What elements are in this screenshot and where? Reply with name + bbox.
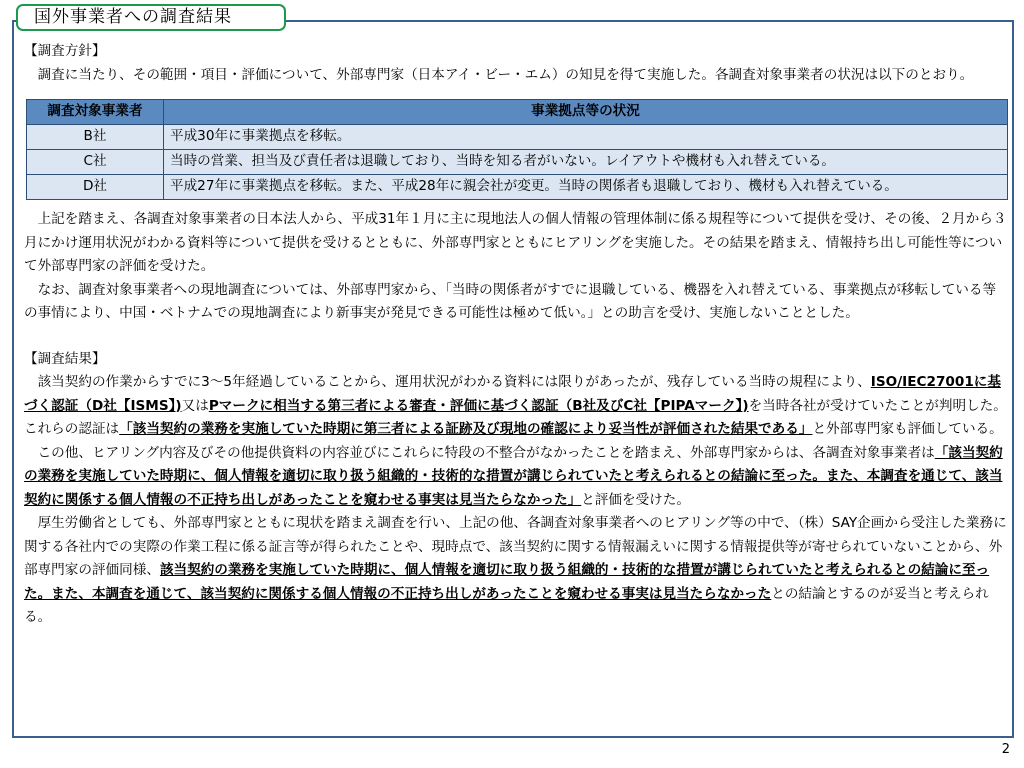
page-number: 2	[1001, 742, 1010, 757]
text-span: 該当契約の作業からすでに3～5年経過していることから、運用状況がわかる資料には限りがあったが、残存している当時の規程により、	[37, 374, 871, 390]
results-heading: 【調査結果】	[24, 350, 106, 367]
site-survey-paragraph: なお、調査対象事業者への現地調査については、外部専門家から、「当時の関係者がすでに退職している、機器を入れ替えている、事業拠点が移転している等の事情により、中国・ベトナムでの現地調査により新事実が発見できる可能性は極めて低い。」との助言を受け、実施しないこととした。	[24, 281, 997, 321]
table-row	[27, 175, 1008, 200]
followup-paragraph: 上記を踏まえ、各調査対象事業者の日本法人から、平成31年１月に主に現地法人の個人情報の管理体制に係る規程等について提供を受け、その後、２月から３月にかけ運用状況がわかる資料等について提供を受けるとともに、外部専門家とともにヒアリングを実施した。その結果を踏まえ、情報持ち出し可能性等について外部専門家の評価を受けた。	[24, 211, 1007, 274]
cell-status: 当時の営業、担当及び責任者は退職しており、当時を知る者がいない。レイアウトや機材も入れ替えている。	[164, 150, 1008, 175]
spacer	[24, 326, 1008, 348]
results-paragraph-2	[24, 442, 1008, 513]
text-span: 又は	[181, 397, 209, 414]
cell-company: B社	[27, 125, 164, 150]
text-span: 厚生労働省としても、外部専門家とともに現状を踏まえ調査を行い、上記の他、各調査対象事業者へのヒアリング等の中で、（株）SAY企画から受注した業務に関する各社内での実際の作業工程に係る証言等が得られたことや、現時点で、該当契約に関する情報漏えいに関する情報提供等が寄せられていないことから、外部専門家の評価同様、	[24, 515, 1007, 578]
table-header-row	[27, 100, 1008, 125]
isms-certification: ISO/IEC27001に基づく認証（D社【ISMS】)	[24, 374, 1001, 414]
policy-heading: 【調査方針】	[24, 43, 106, 59]
table-row	[27, 125, 1008, 150]
pipa-certification: Pマークに相当する第三者による審査・評価に基づく認証（B社及びC社【PIPAマーク】)	[208, 397, 749, 414]
cell-company: C社	[27, 150, 164, 175]
policy-intro: 調査に当たり、その範囲・項目・評価について、外部専門家（日本アイ・ビー・エム）の知見を得て実施した。各調査対象事業者の状況は以下のとおり。	[37, 66, 974, 83]
certification-evaluation: 「該当契約の業務を実施していた時期に第三者による証跡及び現地の確認により妥当性が評価された結果である」	[119, 421, 813, 437]
text-span: と評価を受けた。	[581, 491, 690, 508]
expert-conclusion: 「該当契約の業務を実施していた時期に、個人情報を適切に取り扱う組織的・技術的な措置が講じられていたと考えられるとの結論に至った。また、本調査を通じて、該当契約に関係する個人情報の不正持ち出しがあったことを窺わせる事実は見当たらなかった」	[24, 444, 1003, 508]
cell-status: 平成27年に事業拠点を移転。また、平成28年に親会社が変更。当時の関係者も退職しており、機材も入れ替えている。	[164, 175, 1008, 200]
results-paragraph-3	[24, 512, 1008, 630]
text-span: を当時各社が受けていたことが判明した。これらの認証は	[24, 397, 1007, 437]
header-status: 事業拠点等の状況	[164, 100, 1008, 125]
ministry-conclusion: 該当契約の業務を実施していた時期に、個人情報を適切に取り扱う組織的・技術的な措置が講じられていたと考えられるとの結論に至った。また、本調査を通じて、該当契約に関係する個人情報の不正持ち出しがあったことを窺わせる事実は見当たらなかった	[24, 562, 990, 602]
cell-status: 平成30年に事業拠点を移転。	[164, 125, 1008, 150]
status-table	[26, 99, 1008, 200]
table-row	[27, 150, 1008, 175]
text-span: この他、ヒアリング内容及びその他提供資料の内容並びにこれらに特段の不整合がなかったことを踏まえ、外部専門家からは、各調査対象事業者は	[37, 444, 935, 461]
text-span: と外部専門家も評価している。	[812, 421, 1003, 437]
slide-title: 国外事業者への調査結果	[16, 4, 286, 31]
results-paragraph-1	[24, 371, 1008, 442]
slide-content	[24, 40, 1008, 630]
cell-company: D社	[27, 175, 164, 200]
text-span: との結論とするのが妥当と考えられる。	[24, 585, 989, 625]
header-company: 調査対象事業者	[27, 100, 164, 125]
